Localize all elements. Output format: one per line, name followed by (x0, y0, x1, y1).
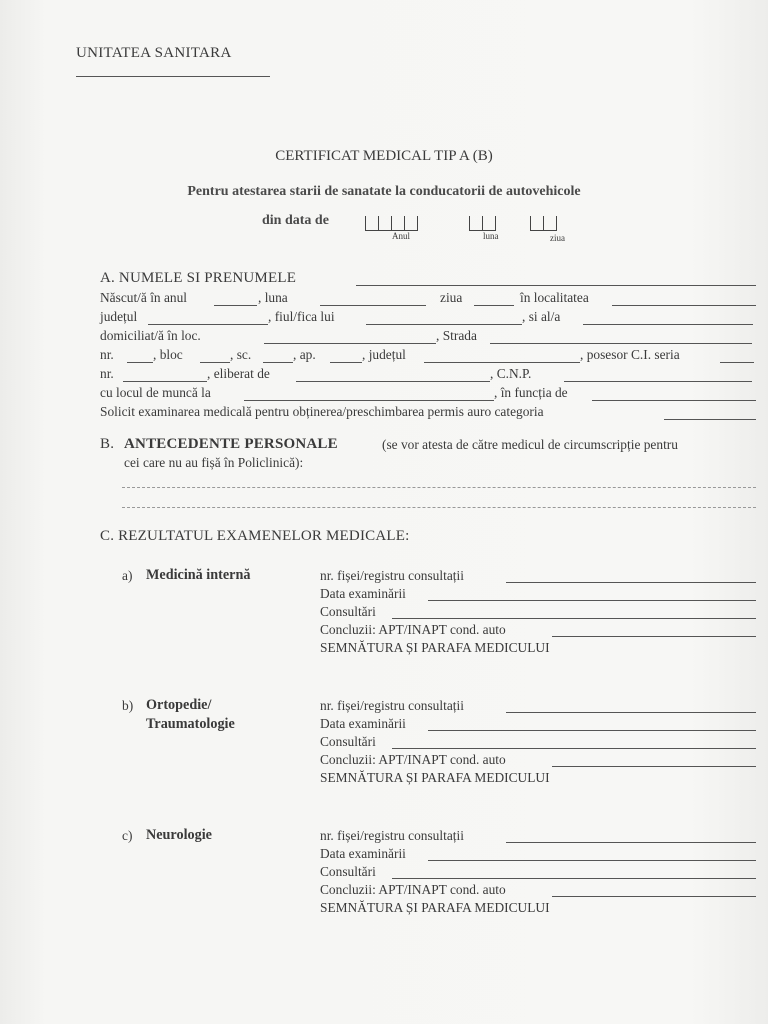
county-label: județul (100, 309, 138, 324)
exam-c-fisa-label: nr. fișei/registru consultații (320, 828, 464, 843)
exam-a-name: Medicină internă (146, 567, 251, 583)
exam-a-letter: a) (122, 568, 133, 583)
father-field[interactable] (366, 324, 522, 325)
exam-a-conclusion-label: Concluzii: APT/INAPT cond. auto (320, 622, 506, 637)
father-label: , fiul/fica lui (268, 309, 335, 324)
street-label: , Strada (436, 328, 477, 343)
exam-b-consult-field[interactable] (392, 748, 756, 749)
exam-a-fisa-field[interactable] (506, 582, 756, 583)
exam-c-conclusion-label: Concluzii: APT/INAPT cond. auto (320, 882, 506, 897)
staircase-label: , sc. (230, 347, 252, 362)
id-series-label: , posesor C.I. seria (580, 347, 680, 362)
id-series-field[interactable] (720, 362, 754, 363)
exam-b-letter: b) (122, 698, 134, 713)
section-c-heading: C. REZULTATUL EXAMENELOR MEDICALE: (100, 528, 410, 544)
history-line-1[interactable] (122, 487, 756, 488)
born-day-field[interactable] (474, 305, 514, 306)
workplace-label: cu locul de muncă la (100, 385, 211, 400)
exam-b-date-field[interactable] (428, 730, 756, 731)
exam-a-date-field[interactable] (428, 600, 756, 601)
apartment-field[interactable] (330, 362, 362, 363)
license-request-label: Solicit examinarea medicală pentru obținerea/preschimbarea permis auro categoria (100, 404, 544, 419)
exam-b-name-2: Traumatologie (146, 716, 235, 732)
staircase-field[interactable] (263, 362, 293, 363)
year-caption: Anul (392, 231, 410, 241)
license-category-field[interactable] (664, 419, 756, 420)
domicile-label: domiciliat/ă în loc. (100, 328, 201, 343)
exam-a-date-label: Data examinării (320, 586, 406, 601)
month-caption: luna (483, 231, 499, 241)
block-label: , bloc (153, 347, 183, 362)
born-locality-label: în localitatea (520, 290, 589, 305)
exam-b-name-1: Ortopedie/ (146, 697, 212, 713)
cnp-label: , C.N.P. (490, 366, 532, 381)
certificate-title: CERTIFICAT MEDICAL TIP A (B) (275, 148, 493, 164)
position-field[interactable] (592, 400, 756, 401)
id-number-label: nr. (100, 366, 114, 381)
section-b-heading: ANTECEDENTE PERSONALE (124, 436, 338, 452)
exam-c-signature-label: SEMNĂTURA ȘI PARAFA MEDICULUI (320, 900, 550, 915)
exam-c-consult-label: Consultări (320, 864, 376, 879)
exam-b-fisa-field[interactable] (506, 712, 756, 713)
cnp-field[interactable] (564, 381, 752, 382)
unit-name: UNITATEA SANITARA (76, 45, 232, 61)
id-number-field[interactable] (123, 381, 207, 382)
mother-label: , si al/a (522, 309, 561, 324)
exam-a-consult-label: Consultări (320, 604, 376, 619)
mother-field[interactable] (583, 324, 753, 325)
exam-b-signature-label: SEMNĂTURA ȘI PARAFA MEDICULUI (320, 770, 550, 785)
exam-c-consult-field[interactable] (392, 878, 756, 879)
unit-underline (76, 76, 270, 77)
apartment-label: , ap. (293, 347, 316, 362)
exam-c-date-field[interactable] (428, 860, 756, 861)
born-year-label: Născut/ă în anul (100, 290, 188, 305)
exam-c-fisa-field[interactable] (506, 842, 756, 843)
workplace-field[interactable] (244, 400, 494, 401)
born-month-label: , luna (258, 290, 288, 305)
exam-a-fisa-label: nr. fișei/registru consultații (320, 568, 464, 583)
exam-c-date-label: Data examinării (320, 846, 406, 861)
exam-c-conclusion-field[interactable] (552, 896, 756, 897)
section-b-note-2: cei care nu au fișă în Policlinică): (124, 455, 304, 470)
history-line-2[interactable] (122, 507, 756, 508)
exam-b-conclusion-label: Concluzii: APT/INAPT cond. auto (320, 752, 506, 767)
section-b-prefix: B. (100, 436, 115, 452)
section-a-heading: A. NUMELE SI PRENUMELE (100, 270, 297, 286)
county2-label: , județul (362, 347, 406, 362)
exam-b-date-label: Data examinării (320, 716, 406, 731)
county2-field[interactable] (424, 362, 580, 363)
county-field[interactable] (148, 324, 268, 325)
date-label: din data de (262, 213, 329, 228)
name-field[interactable] (356, 285, 756, 286)
block-field[interactable] (200, 362, 230, 363)
position-label: , în funcția de (494, 385, 568, 400)
issued-by-label: , eliberat de (207, 366, 270, 381)
domicile-field[interactable] (264, 343, 436, 344)
exam-a-consult-field[interactable] (392, 618, 756, 619)
issued-by-field[interactable] (296, 381, 490, 382)
exam-a-signature-label: SEMNĂTURA ȘI PARAFA MEDICULUI (320, 640, 550, 655)
number-field[interactable] (127, 362, 153, 363)
born-locality-field[interactable] (612, 305, 756, 306)
certificate-subtitle: Pentru atestarea starii de sanatate la conducatorii de autovehicole (187, 184, 581, 199)
exam-b-fisa-label: nr. fișei/registru consultații (320, 698, 464, 713)
born-month-field[interactable] (320, 305, 426, 306)
exam-c-name: Neurologie (146, 827, 212, 843)
section-b-note-1: (se vor atesta de către medicul de circumscripție pentru (382, 437, 678, 452)
born-day-label: ziua (440, 290, 463, 305)
number-label: nr. (100, 347, 114, 362)
exam-b-consult-label: Consultări (320, 734, 376, 749)
exam-a-conclusion-field[interactable] (552, 636, 756, 637)
born-year-field[interactable] (214, 305, 257, 306)
exam-b-conclusion-field[interactable] (552, 766, 756, 767)
street-field[interactable] (490, 343, 752, 344)
day-caption: ziua (550, 233, 565, 243)
exam-c-letter: c) (122, 828, 133, 843)
